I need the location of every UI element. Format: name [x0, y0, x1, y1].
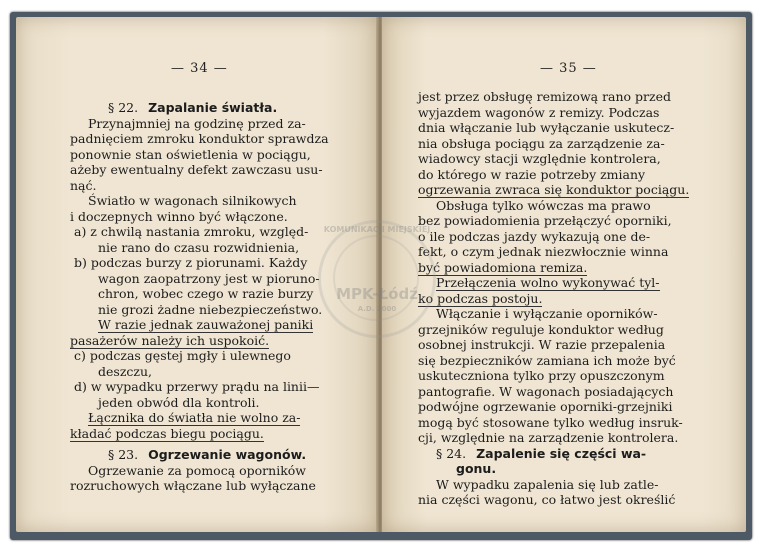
line-text: cji, względnie na zarządzenie kontrolera.	[418, 430, 679, 445]
right-page-text	[418, 89, 689, 508]
page-number-left: — 34 —	[171, 61, 228, 76]
section-title: Zapalenie się części wa-	[476, 445, 647, 461]
text-line	[70, 271, 329, 287]
text-line	[418, 399, 689, 415]
text-line	[70, 395, 329, 411]
line-text: nie grozi żadne niebezpieczeństwo.	[98, 301, 323, 317]
text-line	[70, 410, 329, 426]
line-text: nie rano do czasu rozwidnienia,	[98, 239, 300, 255]
line-text: o ile podczas jazdy wykazują one de-	[418, 228, 651, 244]
text-line	[70, 286, 329, 302]
text-line	[418, 136, 689, 152]
line-text: fekt, o czym jednak niezwłocznie winna	[418, 244, 669, 259]
line-text: osobnej instrukcji. W razie przepalenia	[418, 337, 666, 352]
line-text: uskuteczniona tylko przy opuszczonym	[418, 368, 665, 383]
watermark-stamp	[318, 220, 436, 338]
line-text: dnia włączanie lub wyłączanie uskutecz-	[418, 120, 675, 135]
text-line	[70, 317, 329, 333]
text-line	[70, 348, 329, 364]
text-line	[418, 291, 689, 307]
section-number: § 24.	[436, 445, 471, 461]
text-line	[418, 275, 689, 291]
text-line	[418, 151, 689, 167]
underlined-text: ogrzewania zwraca się konduktor pociągu.	[418, 182, 690, 197]
text-line	[70, 162, 329, 178]
section-title: Zapalanie światła.	[148, 100, 278, 115]
text-line	[418, 167, 689, 183]
stamp-center-text: MPK-Łódź	[336, 285, 418, 303]
line-text: Światło w wagonach silnikowych	[88, 193, 297, 208]
underlined-text: ko podczas postoju.	[418, 290, 543, 306]
line-text: Włączanie i wyłączanie oporników-	[436, 306, 658, 321]
text-line	[418, 384, 689, 400]
underlined-text: kładać podczas biegu pociągu.	[70, 425, 264, 441]
text-line	[418, 306, 689, 322]
line-text: grzejników reguluje konduktor według	[418, 321, 664, 337]
text-line	[418, 492, 689, 508]
line-text: chron, wobec czego w razie burzy	[98, 286, 314, 301]
text-line	[418, 477, 689, 493]
line-text: deszczu,	[98, 363, 153, 379]
text-line	[70, 240, 329, 256]
text-line	[418, 244, 689, 260]
underlined-text: pasażerów należy ich uspokoić.	[70, 332, 270, 348]
text-line	[70, 463, 329, 479]
line-text: b) podczas burzy z piorunami. Każdy	[74, 255, 308, 270]
text-line	[418, 260, 689, 276]
line-text: c) podczas gęstej mgły i ulewnego	[74, 348, 291, 363]
line-text: Ogrzewanie za pomocą oporników	[88, 462, 306, 478]
line-text: się bezpieczników zamiana ich może być	[418, 352, 676, 368]
text-line	[70, 131, 329, 147]
line-text: nia części wagonu, co łatwo jest określić	[418, 492, 676, 507]
text-line	[70, 478, 329, 494]
line-text: jest przez obsługę remizową rano przed	[418, 89, 672, 104]
text-line	[70, 147, 329, 163]
stamp-bottom-text: A.D. 2000	[357, 305, 397, 313]
section-number: § 22.	[108, 100, 143, 115]
section-heading	[70, 447, 329, 463]
right-page	[382, 17, 746, 532]
text-line	[70, 224, 329, 240]
text-line	[418, 105, 689, 121]
line-text: d) w wypadku przerwy prądu na linii—	[74, 379, 320, 394]
line-text: i doczepnych winno być włączone.	[70, 208, 288, 224]
text-line	[70, 379, 329, 395]
underlined-text: być powiadomiona remiza.	[418, 259, 588, 275]
section-title: Ogrzewanie wagonów.	[148, 447, 307, 462]
section-title: gonu.	[456, 461, 497, 476]
line-text: pantografie. W wagonach posiadających	[418, 383, 674, 399]
line-text: nąć.	[70, 177, 97, 193]
text-line	[418, 430, 689, 446]
text-line	[418, 198, 689, 214]
text-line	[418, 182, 689, 198]
text-line	[70, 193, 329, 209]
text-line	[418, 322, 689, 338]
text-line	[70, 178, 329, 194]
line-text: padnięciem zmroku konduktor sprawdza	[70, 131, 329, 146]
underlined-text: Łącznika do światła nie wolno za-	[88, 410, 301, 425]
page-number-right: — 35 —	[540, 61, 597, 76]
line-text: wagon zaopatrzony jest w pioruno-	[98, 270, 320, 286]
text-line	[418, 415, 689, 431]
line-text: podwójne ogrzewanie oporniki-grzejniki	[418, 399, 673, 414]
section-number: § 23.	[108, 447, 143, 462]
text-line	[70, 333, 329, 349]
section-heading	[70, 100, 329, 116]
section-heading	[418, 446, 689, 462]
line-text: Obsługa tylko wówczas ma prawo	[436, 197, 651, 213]
line-text: ażeby ewentualny defekt zawczasu usu-	[70, 162, 323, 177]
left-page-text	[70, 100, 329, 494]
underlined-text: Przełączenia wolno wykonywać tyl-	[436, 275, 660, 290]
text-line	[418, 353, 689, 369]
stamp-top-text: KOMUNIKACJI MIEJSKIEJ	[323, 225, 431, 234]
section-heading	[418, 461, 689, 477]
text-line	[70, 364, 329, 380]
text-line	[70, 255, 329, 271]
text-line	[418, 368, 689, 384]
line-text: ponownie stan oświetlenia w pociągu,	[70, 146, 311, 162]
text-line	[70, 116, 329, 132]
line-text: a) z chwilą nastania zmroku, względ-	[74, 224, 309, 239]
line-text: jeden obwód dla kontroli.	[98, 394, 260, 410]
text-line	[70, 209, 329, 225]
text-line	[418, 213, 689, 229]
text-line	[418, 229, 689, 245]
line-text: W wypadku zapalenia się lub zatle-	[436, 476, 659, 492]
underlined-text: W razie jednak zauważonej paniki	[98, 317, 314, 332]
line-text: mogą być stosowane tylko według insruk-	[418, 414, 683, 430]
line-text: wiadowcy stacji względnie kontrolera,	[418, 151, 661, 166]
text-line	[418, 89, 689, 105]
line-text: wyjazdem wagonów z remizy. Podczas	[418, 104, 660, 120]
line-text: bez powiadomienia przełączyć oporniki,	[418, 213, 672, 228]
line-text: nia obsługa pociągu za zarządzenie za-	[418, 135, 665, 151]
text-line	[418, 337, 689, 353]
line-text: Przynajmniej na godzinę przed za-	[88, 115, 306, 131]
text-line	[70, 302, 329, 318]
text-line	[70, 426, 329, 442]
text-line	[418, 120, 689, 136]
line-text: do którego w razie potrzeby zmiany	[418, 166, 646, 182]
line-text: rozruchowych włączane lub wyłączane	[70, 478, 316, 493]
